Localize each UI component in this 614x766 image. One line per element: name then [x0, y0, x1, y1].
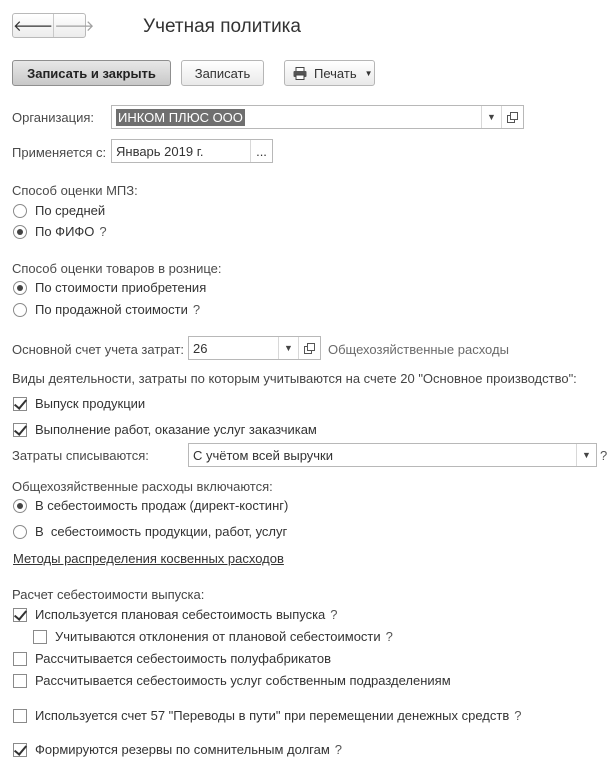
radio-icon [13, 303, 27, 317]
account-57-checkbox[interactable] [13, 708, 521, 723]
save-and-close-button[interactable]: Записать и закрыть [12, 60, 171, 86]
checkbox-checked-icon [13, 743, 27, 757]
help-icon[interactable]: ? [99, 224, 107, 239]
printer-icon [293, 67, 307, 80]
forward-arrow-icon[interactable]: 🡒 [54, 18, 95, 35]
print-button-label: Печать [314, 65, 357, 81]
help-icon[interactable]: ? [385, 629, 393, 644]
cost-account-value: 26 [193, 340, 208, 356]
page-title: Учетная политика [143, 16, 301, 37]
dropdown-icon[interactable]: ▼ [481, 106, 501, 128]
mpz-option-fifo[interactable] [13, 224, 107, 239]
overhead-label: Общехозяйственные расходы включаются: [12, 479, 273, 494]
planned-cost-label: Используется плановая себестоимость выпуска [35, 607, 326, 622]
activity-label: Выполнение работ, оказание услуг заказчикам [35, 422, 317, 437]
checkbox-icon [13, 709, 27, 723]
semi-products-label: Рассчитывается себестоимость полуфабрикатов [35, 651, 331, 666]
write-off-field[interactable] [188, 443, 597, 467]
planned-cost-checkbox[interactable] [13, 607, 338, 622]
open-icon[interactable] [501, 106, 523, 128]
help-icon[interactable]: ? [330, 607, 338, 622]
organization-label: Организация: [12, 110, 95, 125]
doubtful-debts-reserve-label: Формируются резервы по сомнительным долгам [35, 742, 330, 757]
cost-calc-label: Расчет себестоимости выпуска: [12, 587, 205, 602]
radio-selected-icon [13, 499, 27, 513]
dropdown-icon[interactable]: ▼ [278, 337, 298, 359]
overhead-option-label: В себестоимость продаж (директ-костинг) [35, 498, 289, 513]
cost-account-description: Общехозяйственные расходы [328, 342, 509, 357]
overhead-option-direct-costing[interactable] [13, 498, 288, 513]
activity-label: Выпуск продукции [35, 396, 146, 411]
doubtful-debts-reserve-checkbox[interactable] [13, 742, 342, 757]
checkbox-icon [13, 674, 27, 688]
mpz-option-label: По ФИФО [35, 224, 95, 239]
activity-services[interactable] [13, 422, 317, 437]
retail-option-label: По продажной стоимости [35, 302, 188, 317]
organization-value: ИНКОМ ПЛЮС ООО [118, 109, 243, 125]
help-icon[interactable]: ? [334, 742, 343, 757]
help-icon[interactable]: ? [192, 302, 201, 317]
checkbox-icon [33, 630, 47, 644]
retail-option-purchase[interactable] [13, 280, 206, 295]
radio-icon [13, 525, 27, 539]
chevron-down-icon: ▼ [364, 68, 373, 78]
activities-label: Виды деятельности, затраты по которым учитываются на счете 20 "Основное производство": [12, 371, 577, 386]
dropdown-icon[interactable]: ▼ [576, 444, 596, 466]
mpz-label: Способ оценки МПЗ: [12, 183, 138, 198]
checkbox-icon [13, 652, 27, 666]
save-button[interactable]: Записать [181, 60, 264, 86]
select-period-button[interactable]: ... [250, 140, 272, 162]
internal-services-checkbox[interactable] [13, 673, 451, 688]
activity-production[interactable] [13, 396, 145, 411]
help-icon[interactable]: ? [514, 708, 522, 723]
organization-field[interactable] [111, 105, 524, 129]
checkbox-checked-icon [13, 397, 27, 411]
write-off-label: Затраты списываются: [12, 448, 149, 463]
print-button[interactable] [284, 60, 375, 86]
back-arrow-icon[interactable]: 🡐 [13, 14, 54, 37]
cost-account-label: Основной счет учета затрат: [12, 342, 185, 357]
mpz-option-average[interactable] [13, 203, 105, 218]
checkbox-checked-icon [13, 608, 27, 622]
radio-selected-icon [13, 225, 27, 239]
checkbox-checked-icon [13, 423, 27, 437]
overhead-option-label: В себестоимость продукции, работ, услуг [35, 524, 288, 539]
applies-from-field[interactable] [111, 139, 273, 163]
navigation-buttons [12, 13, 95, 38]
help-icon[interactable]: ? [600, 448, 608, 463]
open-icon[interactable] [298, 337, 320, 359]
radio-selected-icon [13, 281, 27, 295]
account-57-label: Используется счет 57 "Переводы в пути" при перемещении денежных средств [35, 708, 510, 723]
cost-account-field[interactable] [188, 336, 321, 360]
applies-from-value: Январь 2019 г. [116, 143, 204, 159]
retail-option-label: По стоимости приобретения [35, 280, 207, 295]
deviations-checkbox[interactable] [33, 629, 393, 644]
applies-from-label: Применяется с: [12, 145, 107, 160]
mpz-option-label: По средней [35, 203, 106, 218]
deviations-label: Учитываются отклонения от плановой себестоимости [55, 629, 381, 644]
write-off-value: С учётом всей выручки [193, 447, 334, 463]
radio-icon [13, 204, 27, 218]
overhead-option-production-cost[interactable] [13, 524, 287, 539]
semi-products-checkbox[interactable] [13, 651, 331, 666]
internal-services-label: Рассчитывается себестоимость услуг собственным подразделениям [35, 673, 451, 688]
retail-option-sale-price[interactable] [13, 302, 200, 317]
indirect-cost-methods-link[interactable]: Методы распределения косвенных расходов [13, 551, 284, 566]
retail-label: Способ оценки товаров в рознице: [12, 261, 222, 276]
